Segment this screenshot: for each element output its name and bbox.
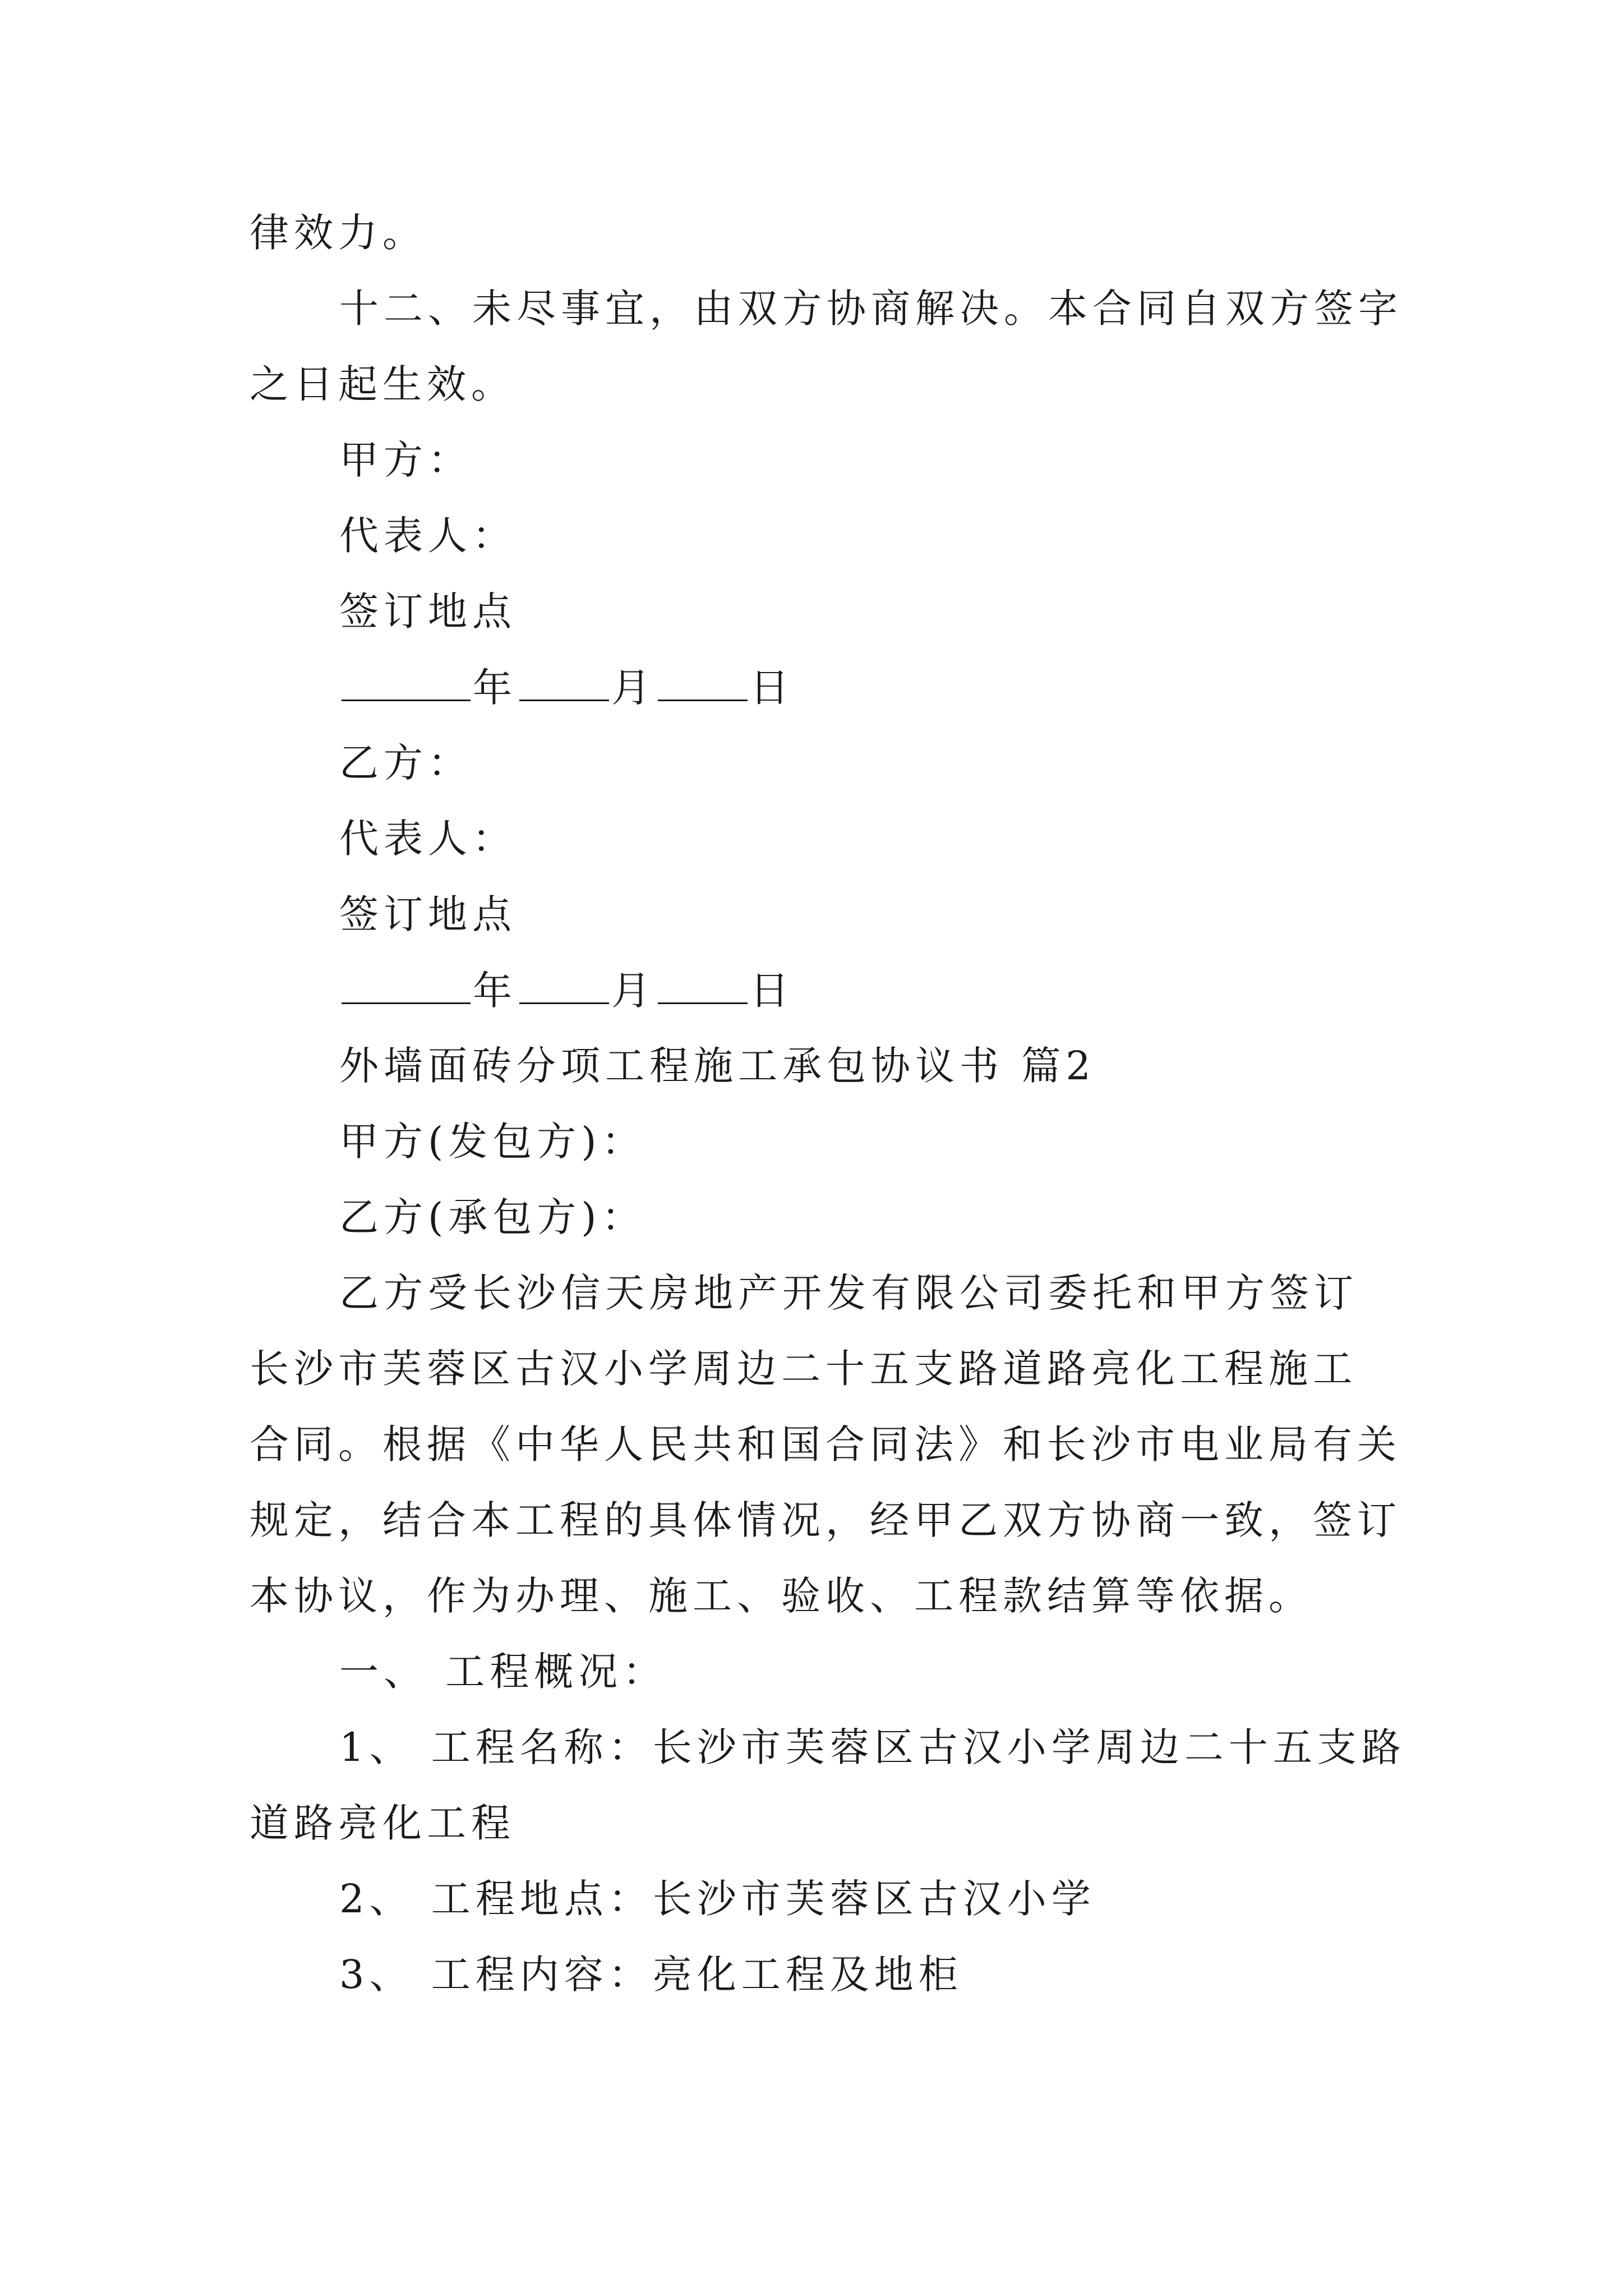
month-blank [519, 968, 609, 1004]
paragraph-line: 之日起生效。 [250, 361, 515, 407]
party-a-label: 甲方： [339, 437, 472, 483]
day-label: 日 [750, 968, 794, 1014]
day-label: 日 [750, 665, 794, 711]
party-b-representative-label: 代表人： [339, 816, 517, 862]
heading-project-overview: 一、 工程概况： [339, 1649, 667, 1695]
year-label: 年 [473, 968, 517, 1014]
day-blank [658, 968, 748, 1004]
paragraph-line: 长沙市芙蓉区古汉小学周边二十五支路道路亮化工程施工 [250, 1346, 1357, 1392]
day-blank [658, 665, 748, 701]
month-blank [519, 665, 609, 701]
month-label: 月 [611, 968, 656, 1014]
party-b-date-line [339, 968, 794, 1013]
list-item: 1、 工程名称：长沙市芙蓉区古汉小学周边二十五支路 [339, 1724, 1406, 1770]
list-item: 2、 工程地点：长沙市芙蓉区古汉小学 [339, 1876, 1096, 1922]
list-item-continuation: 道路亮化工程 [250, 1800, 515, 1846]
year-blank [342, 665, 471, 701]
year-blank [342, 968, 471, 1004]
section-title: 外墙面砖分项工程施工承包协议书 篇2 [339, 1043, 1096, 1089]
list-item: 3、 工程内容：亮化工程及地柜 [339, 1952, 963, 1998]
paragraph-line: 规定，结合本工程的具体情况，经甲乙双方协商一致，签订 [250, 1497, 1401, 1543]
party-a-date-line [339, 665, 794, 710]
month-label: 月 [611, 665, 656, 711]
party-a-signing-place-label: 签订地点 [339, 588, 517, 634]
contractor-label: 乙方(承包方)： [339, 1194, 646, 1240]
paragraph-line: 十二、未尽事宜，由双方协商解决。本合同自双方签字 [339, 286, 1403, 332]
party-b-label: 乙方： [339, 740, 472, 786]
year-label: 年 [473, 665, 517, 711]
paragraph-line: 本协议，作为办理、施工、验收、工程款结算等依据。 [250, 1573, 1313, 1619]
paragraph-line: 合同。根据《中华人民共和国合同法》和长沙市电业局有关 [250, 1421, 1401, 1467]
party-b-signing-place-label: 签订地点 [339, 891, 517, 937]
paragraph-line: 乙方受长沙信天房地产开发有限公司委托和甲方签订 [339, 1270, 1358, 1316]
employer-label: 甲方(发包方)： [339, 1119, 646, 1165]
party-a-representative-label: 代表人： [339, 513, 517, 559]
paragraph-line: 律效力。 [250, 210, 427, 256]
